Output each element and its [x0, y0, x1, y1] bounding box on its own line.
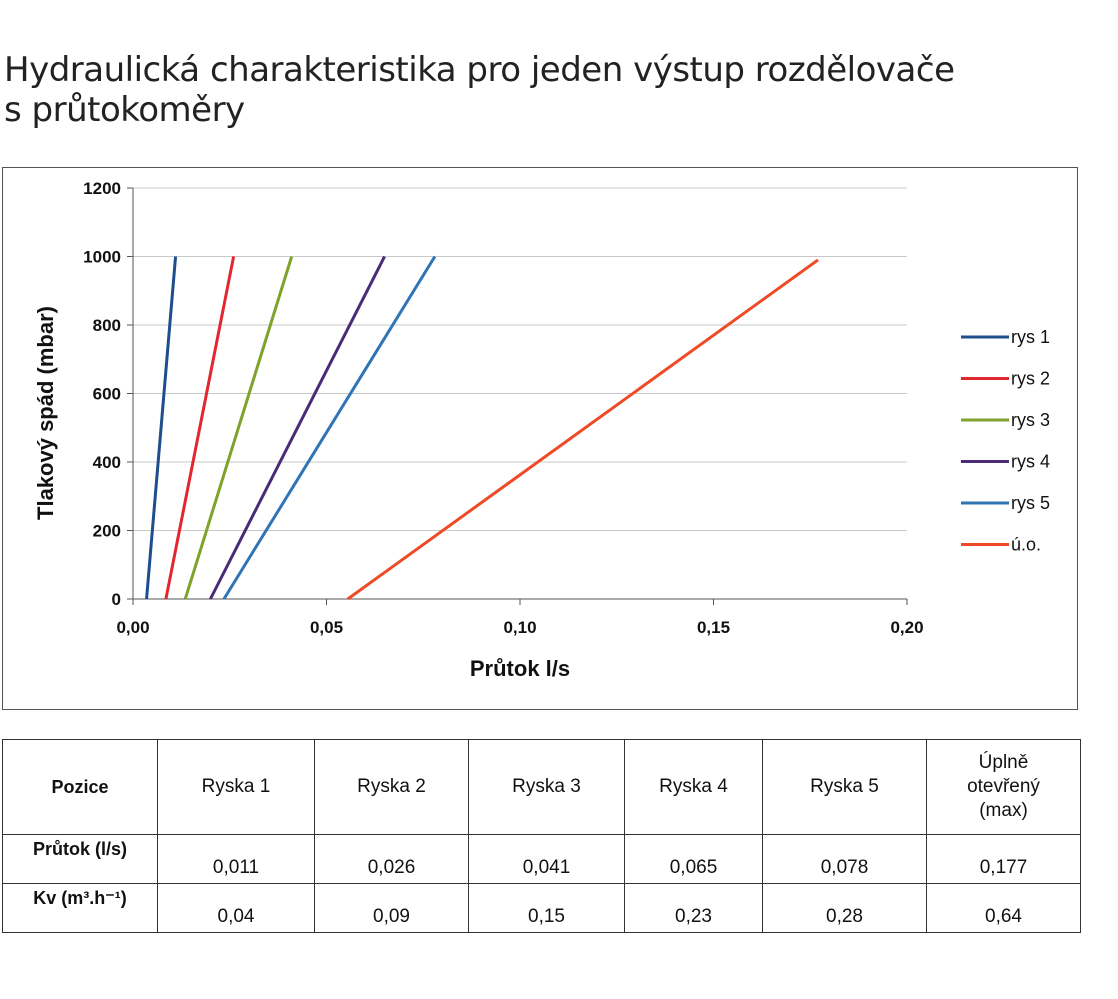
y-tick-label: 600: [92, 384, 121, 404]
table-header-cell: [927, 740, 1081, 835]
table-cell: 0,011: [158, 835, 315, 884]
table-header-cell: Ryska 2: [315, 740, 469, 835]
legend-label: rys 4: [1011, 451, 1051, 472]
y-tick-label: 400: [92, 453, 121, 472]
x-tick-label: 0,15: [696, 618, 731, 637]
y-tick-label: 200: [92, 521, 121, 541]
table-cell: 0,15: [469, 884, 625, 933]
legend-label: ú.o.: [1011, 534, 1042, 555]
page-title-line-2: s průtokoměry: [4, 90, 245, 130]
x-axis-label: Průtok l/s: [469, 656, 571, 681]
page-title-line-1: Hydraulická charakteristika pro jeden výstup rozdělovače: [4, 50, 955, 90]
table-row-label: Průtok (l/s): [3, 835, 158, 884]
table-header-cell: Ryska 4: [625, 740, 763, 835]
table-header-cell: Ryska 3: [469, 740, 625, 835]
legend-label: rys 3: [1011, 410, 1051, 430]
table-cell: 0,09: [315, 884, 469, 933]
table-header-cell: Ryska 5: [763, 740, 927, 835]
series-line-1: [147, 257, 176, 600]
table-header-position: Pozice: [3, 740, 158, 835]
table-cell: 0,026: [315, 835, 469, 884]
table-row-label: Kv (m³.h⁻¹): [3, 884, 158, 933]
series-line-5: [224, 257, 435, 600]
table-cell: 0,078: [763, 835, 927, 884]
y-tick-label: 800: [92, 316, 121, 335]
table-cell: 0,23: [625, 884, 763, 933]
legend-layer: [961, 327, 1050, 555]
hydraulic-chart: [3, 168, 1079, 711]
table-cell: 0,065: [625, 835, 763, 884]
page-title: [4, 50, 1104, 130]
y-tick-label: 0: [111, 590, 121, 609]
legend-label: rys 2: [1011, 368, 1051, 389]
table-cell: 0,28: [763, 884, 927, 933]
table-cell: 0,177: [927, 835, 1081, 884]
x-tick-label: 0,00: [116, 618, 150, 637]
legend-label: rys 1: [1011, 327, 1051, 347]
table-cell: 0,04: [158, 884, 315, 933]
chart-frame: [2, 167, 1078, 710]
x-tick-label: 0,10: [503, 618, 537, 637]
series-layer: [147, 257, 818, 600]
legend-label: rys 5: [1011, 493, 1051, 513]
x-tick-label: 0,20: [890, 618, 924, 637]
x-tick-label: 0,05: [309, 618, 344, 637]
table-row-flow: [3, 835, 1081, 884]
table-header-cell-max: Úplně otevřený (max): [967, 752, 1040, 821]
axis-layer: [83, 179, 923, 637]
table-cell: 0,64: [927, 884, 1081, 933]
data-table: [2, 739, 1081, 933]
series-line-4: [210, 257, 384, 600]
series-line-6: [348, 260, 818, 599]
y-tick-label: 1200: [83, 179, 121, 198]
table-header-row: [3, 740, 1081, 835]
table-row-kv: [3, 884, 1081, 933]
table-cell: 0,041: [469, 835, 625, 884]
table-header-cell: Ryska 1: [158, 740, 315, 835]
y-axis-label: Tlakový spád (mbar): [33, 306, 58, 520]
y-tick-label: 1000: [83, 247, 121, 267]
